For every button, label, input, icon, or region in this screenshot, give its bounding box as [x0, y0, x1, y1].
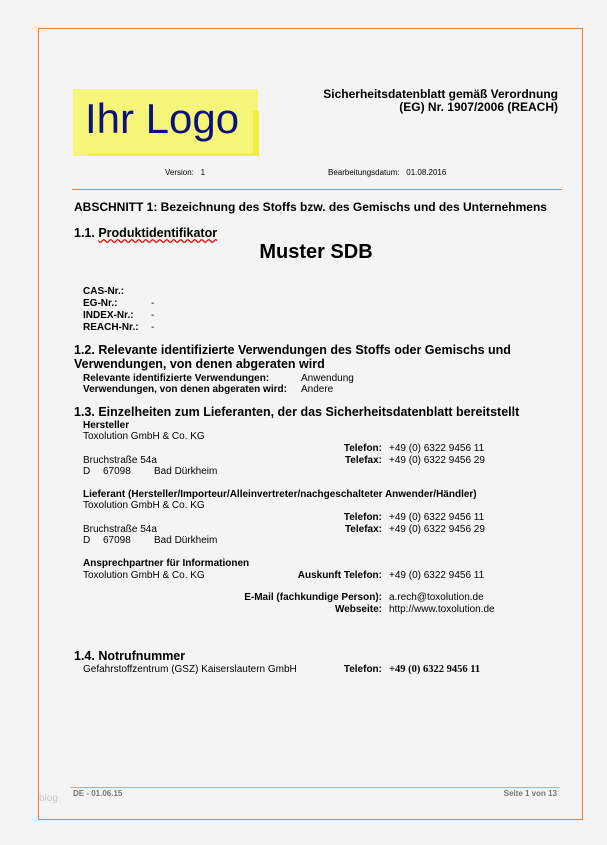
- version-value: 1: [200, 168, 206, 177]
- country: D: [83, 535, 91, 546]
- advised-against-value: Andere: [301, 384, 334, 395]
- supplier-name: Toxolution GmbH & Co. KG: [83, 500, 205, 511]
- website-link[interactable]: http://www.toxolution.de: [389, 604, 495, 615]
- product-name: Muster SDB: [259, 241, 373, 263]
- street: Bruchstraße 54a: [83, 524, 157, 535]
- phone-label: Telefon:: [343, 443, 382, 454]
- version: [165, 168, 205, 177]
- section-title: ABSCHNITT 1: Bezeichnung des Stoffs bzw. des Gemischs und des Unternehmens: [74, 200, 547, 214]
- phone-value: +49 (0) 6322 9456 11: [389, 512, 485, 523]
- heading-1-4: 1.4. Notrufnummer: [74, 649, 186, 663]
- title-line-1: Sicherheitsdatenblatt gemäß Verordnung: [323, 87, 558, 101]
- heading-text: Produktidentifikator: [98, 226, 218, 240]
- zip: 67098: [103, 535, 131, 546]
- heading-1-2: [74, 343, 511, 371]
- heading-1-1: [74, 226, 217, 240]
- version-label: Version:: [165, 168, 194, 177]
- use-value: Anwendung: [301, 373, 354, 384]
- logo-placeholder: [73, 89, 258, 156]
- date-label: Bearbeitungsdatum:: [328, 168, 400, 177]
- cas-label: CAS-Nr.:: [83, 286, 125, 297]
- footer-version: DE - 01.06.15: [73, 789, 123, 798]
- city: Bad Dürkheim: [154, 535, 218, 546]
- header-divider: [72, 189, 562, 190]
- advised-against-label: Verwendungen, von denen abgeraten wird:: [83, 384, 287, 395]
- country: D: [83, 466, 91, 477]
- street: Bruchstraße 54a: [83, 455, 157, 466]
- fax-label: Telefax:: [344, 455, 382, 466]
- emergency-phone-label: Telefon:: [343, 664, 382, 675]
- emergency-org: Gefahrstoffzentrum (GSZ) Kaiserslautern GmbH: [83, 664, 297, 675]
- reach-value: -: [151, 322, 155, 333]
- date-value: 01.08.2016: [406, 168, 447, 177]
- heading-line-2: Verwendungen, von denen abgeraten wird: [74, 357, 325, 371]
- heading-number: 1.1.: [74, 226, 95, 240]
- supplier-heading: Lieferant (Hersteller/Importeur/Alleinvertreter/nachgeschalteter Anwender/Händler): [83, 489, 477, 500]
- reach-label: REACH-Nr.:: [83, 322, 139, 333]
- email-label: E-Mail (fachkundige Person):: [244, 592, 382, 603]
- info-phone-label: Auskunft Telefon:: [297, 570, 382, 581]
- index-value: -: [151, 310, 155, 321]
- emergency-phone-value: +49 (0) 6322 9456 11: [389, 664, 481, 675]
- city: Bad Dürkheim: [154, 466, 218, 477]
- title-line-2: (EG) Nr. 1907/2006 (REACH): [399, 100, 558, 114]
- fax-value: +49 (0) 6322 9456 29: [389, 524, 485, 535]
- use-label: Relevante identifizierte Verwendungen:: [83, 373, 270, 384]
- eg-label: EG-Nr.:: [83, 298, 118, 309]
- eg-value: -: [151, 298, 155, 309]
- logo-text: Ihr Logo: [85, 95, 240, 142]
- contact-name: Toxolution GmbH & Co. KG: [83, 570, 205, 581]
- info-phone-value: +49 (0) 6322 9456 11: [389, 570, 485, 581]
- fax-value: +49 (0) 6322 9456 29: [389, 455, 485, 466]
- heading-1-3: 1.3. Einzelheiten zum Lieferanten, der das Sicherheitsdatenblatt bereitstellt: [74, 405, 520, 419]
- page-number: Seite 1 von 13: [503, 789, 557, 798]
- contact-heading: Ansprechpartner für Informationen: [83, 558, 250, 569]
- manufacturer-name: Toxolution GmbH & Co. KG: [83, 431, 205, 442]
- phone-value: +49 (0) 6322 9456 11: [389, 443, 485, 454]
- footer-divider: [70, 787, 560, 788]
- website-label: Webseite:: [334, 604, 382, 615]
- revision-date: [328, 168, 446, 177]
- index-label: INDEX-Nr.:: [83, 310, 134, 321]
- zip: 67098: [103, 466, 131, 477]
- phone-label: Telefon:: [343, 512, 382, 523]
- heading-line-1: 1.2. Relevante identifizierte Verwendungen des Stoffs oder Gemischs und: [74, 343, 511, 357]
- email-link[interactable]: a.rech@toxolution.de: [389, 592, 484, 603]
- document-title: [323, 88, 558, 114]
- manufacturer-heading: Hersteller: [83, 420, 130, 431]
- watermark: blog: [39, 793, 58, 804]
- fax-label: Telefax:: [344, 524, 382, 535]
